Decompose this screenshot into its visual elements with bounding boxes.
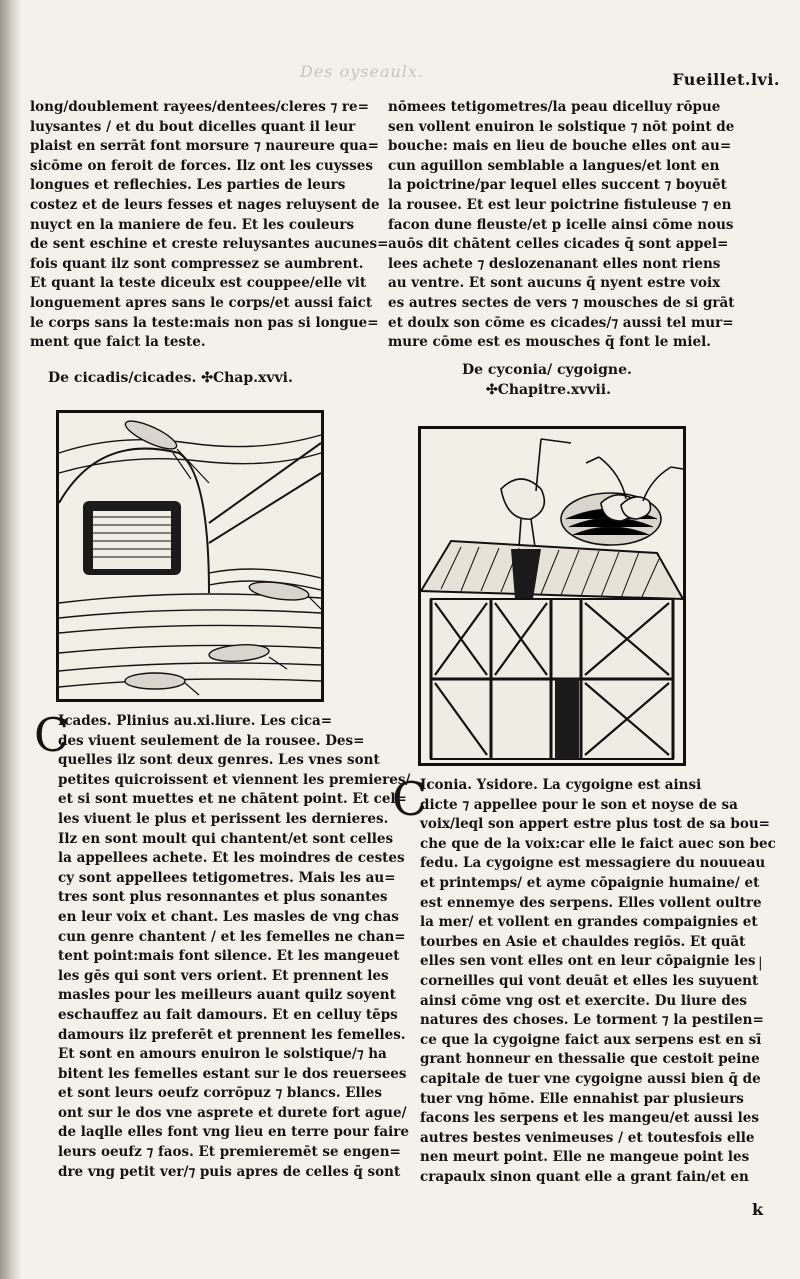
left-column-bottom-text [58,712,411,1182]
text-line: corneilles qui vont deuāt et elles les suyuent [420,972,759,989]
text-line: bitent les femelles estant sur le dos reuersees [58,1065,407,1082]
text-line: petites quicroissent et viennent les premieres/ [58,771,411,788]
text-line: nōmees tetigometres/la peau dicelluy rōpue [388,99,721,115]
text-line: tourbes en Asie et chauldes regiōs. Et quāt [420,933,746,950]
text-line: masles pour les meilleurs auant quilz soyent [58,987,396,1004]
drop-capital-c-left: C [34,708,70,762]
margin-mark: | [758,955,763,971]
text-line: damours ilz preferēt et prennent les femelles. [58,1026,406,1043]
text-line: et si sont muettes et ne chātent point. Et cel= [58,791,407,808]
chapter-heading-cicadis: De cicadis/cicades. ✣Chap.xvvi. [48,370,293,386]
text-line: de sent eschine et creste reluysantes aucunes= [30,236,389,253]
text-line: ont sur le dos vne asprete et durete fort ague/ [58,1104,407,1121]
text-line: dicte ⁊ appellee pour le son et noyse de sa [420,796,738,813]
text-line: la poictrine/par lequel elles succent ⁊ boyuēt [388,177,727,194]
text-line: che que de la voix:car elle le faict auec son bec [420,835,776,852]
text-line: la mer/ et vollent en grandes compaignies et [420,914,758,931]
text-line: longuement apres sans le corps/et aussi faict [30,294,373,311]
show-through-running-head: Des oyseaulx. [300,62,425,81]
text-line: costez et de leurs fesses et nages reluysent de [30,196,380,213]
stork-woodcut-drawing [421,429,683,763]
text-line: plaist en serrāt font morsure ⁊ naureure qua= [30,138,379,155]
text-line: fedu. La cygoigne est messagiere du nouueau [420,855,766,872]
drop-capital-c-right: C [392,772,428,826]
text-line: ment que faict la teste. [30,334,206,351]
text-line: ce que la cygoigne faict aux serpens est en sī [420,1031,762,1048]
text-line: la rousee. Et est leur poictrine fistuleuse ⁊ en [388,196,732,213]
text-line: luysantes / et du bout dicelles quant il leur [30,118,356,135]
text-line: elles sen vont elles ont en leur cōpaignie les [420,953,756,970]
right-column-bottom-text [420,776,776,1187]
text-line: grant honneur en thessalie que cestoit peine [420,1051,760,1068]
text-line: tuer vng hōme. Elle ennahist par plusieurs [420,1090,744,1107]
text-line: voix/leql son appert estre plus tost de sa bou= [420,816,770,833]
text-line: tres sont plus resonnantes et plus sonantes [58,889,388,906]
text-line: est ennemye des serpens. Elles vollent oultre [420,894,762,911]
text-line: facons les serpens et les mangeu/et aussi les [420,1110,759,1127]
text-line: leurs oeufz ⁊ faos. Et premieremēt se engen= [58,1144,401,1161]
woodcut-storks [418,426,686,766]
text-line: bouche: mais en lieu de bouche elles ont au= [388,138,732,155]
text-line: quelles ilz sont deux genres. Les vnes sont [58,752,380,769]
chapter-heading-cyconia: De cyconia/ cygoigne. [462,362,632,378]
text-line: Icades. Plinius au.xi.liure. Les cica= [58,713,333,729]
page-gutter-shadow [0,0,22,1279]
text-line: nen meurt point. Elle ne mangeue point les [420,1149,750,1166]
text-line: de laqlle elles font vng lieu en terre pour faire [58,1124,409,1141]
text-line: et sont leurs oeufz corrōpuz ⁊ blancs. Elles [58,1085,382,1102]
text-line: longues et reflechies. Les parties de leurs [30,177,346,194]
text-line: facon dune fleuste/et p icelle ainsi cōme nous [388,216,734,233]
text-line: eschauffez au fait damours. Et en celluy tēps [58,1006,398,1023]
woodcut-cicadas [56,410,324,702]
text-line: cun aguillon semblable a langues/et lont en [388,157,720,174]
text-line: auōs dit chātent celles cicades q̄ sont appel= [388,236,729,253]
text-line: natures des choses. Le torment ⁊ la pestilen= [420,1012,764,1029]
text-line: les gēs qui sont vers orient. Et prennent les [58,967,389,984]
text-line: mure cōme est es mousches q̄ font le miel. [388,334,711,351]
text-line: les viuent le plus et perissent les dernieres. [58,810,389,827]
text-line: et printemps/ et ayme cōpaignie humaine/ et [420,874,760,891]
text-line: sicōme on feroit de forces. Ilz ont les cuysses [30,157,373,174]
left-column-top-text [30,98,389,353]
text-line: capitale de tuer vne cygoigne aussi bien q̄ de [420,1070,761,1087]
text-line: en leur voix et chant. Les masles de vng chas [58,908,399,925]
text-line: long/doublement rayees/dentees/cleres ⁊ re= [30,99,369,115]
text-line: autres bestes venimeuses / et toutesfois elle [420,1129,755,1146]
text-line: cun genre chantent / et les femelles ne chan= [58,928,406,945]
text-line: nuyct en la maniere de feu. Et les couleurs [30,216,355,233]
text-line: es autres sectes de vers ⁊ mousches de si grāt [388,294,735,311]
text-line: ainsi cōme vng ost et exercite. Du liure des [420,992,748,1009]
text-line: et doulx son cōme es cicades/⁊ aussi tel mur= [388,314,734,331]
text-line: fois quant ilz sont compressez se aumbrent. [30,255,364,272]
text-line: lees achete ⁊ deslozenanant elles nont riens [388,255,721,272]
text-line: tent point:mais font silence. Et les mangeuet [58,948,400,965]
text-line: crapaulx sinon quant elle a grant fain/et en [420,1168,749,1185]
signature-mark: k [752,1200,764,1219]
text-line: au ventre. Et sont aucuns q̄ nyent estre voix [388,275,721,292]
text-line: Et quant la teste diceulx est couppee/elle vit [30,275,367,292]
text-line: Et sont en amours enuiron le solstique/⁊ ha [58,1046,387,1063]
text-line: la appellees achete. Et les moindres de cestes [58,850,405,867]
text-line: Ilz en sont moult qui chantent/et sont celles [58,830,394,847]
text-line: des viuent seulement de la rousee. Des= [58,732,365,749]
folio-number: Fueillet.lvi. [672,70,780,89]
text-line: dre vng petit ver/⁊ puis apres de celles q̄ sont [58,1163,401,1180]
text-line: le corps sans la teste:mais non pas si longue= [30,314,379,331]
text-line: sen vollent enuiron le solstique ⁊ nōt point de [388,118,735,135]
text-line: cy sont appellees tetigometres. Mais les au= [58,869,396,886]
right-column-top-text [388,98,748,353]
cicada-woodcut-drawing [59,413,321,699]
text-line: Iconia. Ysidore. La cygoigne est ainsi [420,777,702,793]
chapter-subheading-cyconia: ✣Chapitre.xvvii. [486,382,611,398]
